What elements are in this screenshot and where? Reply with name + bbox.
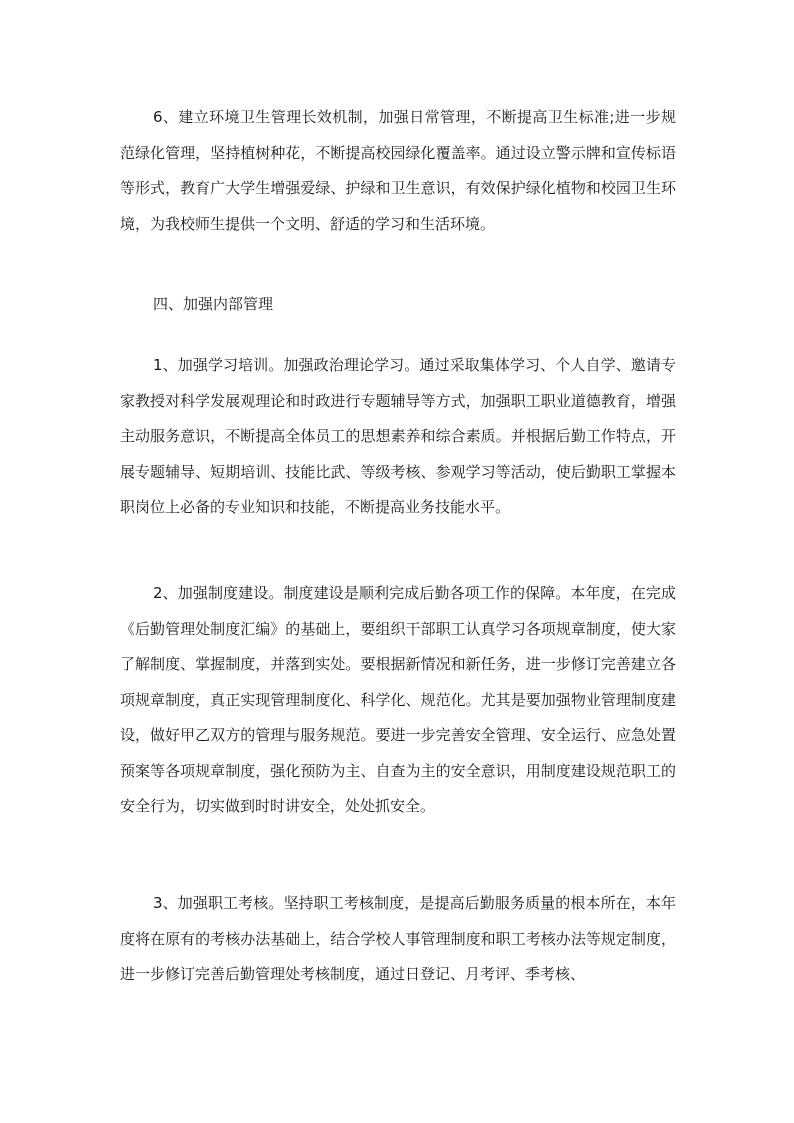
section-heading-internal-management: 四、加强内部管理: [153, 295, 274, 313]
paragraph-study-training: 1、加强学习培训。加强政治理论学习。通过采取集体学习、个人自学、邀请专家教授对科学发展观理论和时政进行专题辅导等方式，加强职工职业道德教育，增强主动服务意识，不断提高全体员工的思想素养和综合素质。并根据后勤工作特点，开展专题辅导、短期培训、技能比武、等级考核、参观学习等活动，使后勤职工掌握本职岗位上必备的专业知识和技能，不断提高业务技能水平。: [120, 356, 676, 516]
paragraph-system-building: 2、加强制度建设。制度建设是顺利完成后勤各项工作的保障。本年度，在完成《后勤管理处制度汇编》的基础上，要组织干部职工认真学习各项规章制度，使大家了解制度、掌握制度，并落到实处。要根据新情况和新任务，进一步修订完善建立各项规章制度，真正实现管理制度化、科学化、规范化。尤其是要加强物业管理制度建设，做好甲乙双方的管理与服务规范。要进一步完善安全管理、安全运行、应急处置预案等各项规章制度，强化预防为主、自查为主的安全意识，用制度建设规范职工的安全行为，切实做到时时讲安全，处处抓安全。: [120, 584, 676, 815]
paragraph-staff-assessment: 3、加强职工考核。坚持职工考核制度，是提高后勤服务质量的根本所在，本年度将在原有的考核办法基础上，结合学校人事管理制度和职工考核办法等规定制度，进一步修订完善后勤管理处考核制度，通过日登记、月考评、季考核、: [120, 894, 676, 983]
paragraph-environment-hygiene: 6、建立环境卫生管理长效机制，加强日常管理，不断提高卫生标准;进一步规范绿化管理，坚持植树种花，不断提高校园绿化覆盖率。通过设立警示牌和宣传标语等形式，教育广大学生增强爱绿、护绿和卫生意识，有效保护绿化植物和校园卫生环境，为我校师生提供一个文明、舒适的学习和生活环境。: [120, 108, 676, 233]
